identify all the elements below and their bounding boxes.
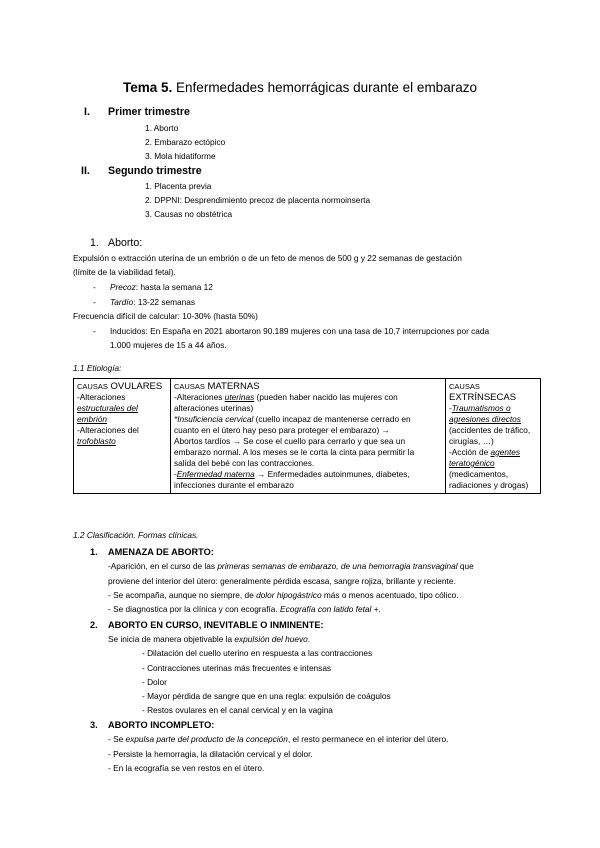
cell-line: -Alteraciones del (77, 425, 139, 435)
section-number: 1. (90, 237, 99, 249)
text-span: expulsa parte del producto de la concepción (125, 734, 288, 744)
item-title: ABORTO INCOMPLETO: (108, 720, 215, 730)
definition-line: (límite de la viabilidad fetal). (73, 267, 176, 277)
outline-item: 2. Embarazo ectópico (145, 137, 226, 147)
cell-text: Traumatismos o (451, 403, 511, 413)
cell-line: -Alteraciones (77, 392, 126, 402)
cell-line: salida del bebé con las contracciones. (174, 458, 315, 468)
col-header-big: MATERNAS (204, 381, 260, 392)
outline-item: 3. Mola hidatiforme (145, 151, 216, 161)
extrinsecas-cell (446, 379, 541, 494)
list-item: - Dilatación del cuello uterino en respuesta a las contracciones (142, 648, 373, 658)
list-item: - Dolor (142, 677, 167, 687)
cell-line: trofoblasto (77, 436, 116, 446)
cell-text: - (174, 469, 177, 479)
cell-line (449, 447, 537, 458)
cell-line: embrión (77, 414, 107, 424)
etiologia-table (73, 378, 541, 494)
outline-heading: Segundo trimestre (108, 165, 202, 177)
etiologia-colon: : (119, 363, 122, 373)
text-span: Se inicia de manera objetivable la (108, 634, 235, 644)
item-line (108, 734, 448, 745)
bullet-marker: - (93, 297, 96, 307)
text-span: - Se (108, 734, 126, 744)
item-line (108, 634, 310, 645)
cell-line: cirugías, …) (449, 436, 494, 446)
item-number: 3. (90, 720, 98, 730)
subsection-heading (73, 363, 121, 374)
item-line (108, 604, 381, 615)
text-span: expulsión del huevo (234, 634, 308, 644)
tardio-line (110, 297, 195, 308)
cell-line: estructurales del (77, 403, 138, 413)
text-span: que (457, 561, 474, 571)
list-item: - Restos ovulares en el canal cervical y en la vagina (142, 705, 333, 715)
item-number: 2. (90, 620, 98, 630)
page-title (0, 80, 600, 95)
item-line (108, 590, 459, 601)
cell-line: cuanto en el útero hay peso para proteger el embarazo) → (174, 425, 390, 435)
text-span: Ecografía con latido fetal +. (280, 604, 381, 614)
text-span: - Se diagnostica por la clínica y con ecografía. (108, 604, 281, 614)
definition-line: Expulsión o extracción uterina de un embrión o de un feto de menos de 500 g y 22 semanas de gestación (73, 253, 462, 263)
outline-numeral: I. (84, 106, 90, 118)
cell-line: (medicamentos, (449, 469, 509, 479)
cell-line (449, 403, 537, 414)
outline-heading: Primer trimestre (108, 106, 190, 118)
col-header-big: OVULARES (107, 381, 163, 392)
cell-line: infecciones durante el embarazo (174, 480, 294, 490)
col-header-big: EXTRÍNSECAS (449, 392, 517, 403)
cell-line: teratogénico (449, 458, 495, 468)
outline-item: 3. Causas no obstétrica (145, 209, 233, 219)
col-header-small: CAUSAS (174, 382, 205, 391)
tardio-label: Tardío (110, 297, 134, 307)
cell-line (174, 469, 442, 480)
item-line: - En la ecografía se ven restos en el útero. (108, 763, 265, 773)
precoz-text: : hasta la semana 12 (135, 282, 213, 292)
text-span: -Aparición, en el curso de las (108, 561, 218, 571)
bullet-marker: - (93, 326, 96, 336)
cell-text: *Insuficiencia cervical (174, 414, 254, 424)
cell-line: alteraciones uterinas) (174, 403, 254, 413)
cell-line: embarazo normal. A los meses se le corta la cinta para permitir la (174, 447, 415, 457)
cell-line: (accidentes de tráfico, (449, 425, 531, 435)
item-line: - Persiste la hemorragia, la dilatación cervical y el dolor. (108, 749, 313, 759)
cell-text: -Acción de (449, 447, 491, 457)
frecuencia-line: Frecuencia difícil de calcular: 10-30% (hasta 50%) (73, 311, 258, 321)
inducidos-line: Inducidos: En España en 2021 abortaron 90.189 mujeres con una tasa de 10,7 interrupciones por cada (110, 326, 490, 336)
maternas-cell (171, 379, 446, 494)
text-span: - Se acompaña, aunque no siempre, de (108, 590, 257, 600)
cell-text: → Enfermedades autoinmunes, diabetes, (254, 469, 410, 479)
text-span: primeras semanas de embarazo, de una hemorragia transvaginal (217, 561, 458, 571)
section-heading: Aborto: (108, 237, 143, 249)
cell-text: uterinas (224, 392, 255, 402)
etiologia-heading: 1.1 Etiología (73, 363, 120, 373)
item-title: ABORTO EN CURSO, INEVITABLE O INMINENTE: (108, 620, 324, 630)
clasificacion-heading: 1.2 Clasificación. Formas clínicas (73, 530, 197, 540)
cell-text: agentes (490, 447, 521, 457)
item-number: 1. (90, 547, 98, 557)
outline-numeral: II. (81, 165, 90, 177)
bullet-marker: - (93, 282, 96, 292)
cell-text: -Alteraciones (174, 392, 225, 402)
title-text: Enfermedades hemorrágicas durante el embarazo (172, 80, 477, 95)
subsection-heading (73, 530, 198, 541)
list-item: - Mayor pérdida de sangre que en una regla: expulsión de coágulos (142, 691, 391, 701)
text-span: . (307, 634, 311, 644)
item-title: AMENAZA DE ABORTO: (108, 547, 214, 557)
precoz-line (110, 282, 213, 293)
cell-line: agresiones directos (449, 414, 521, 424)
outline-item: 1. Aborto (145, 123, 179, 133)
outline-item: 2. DPPNI: Desprendimiento precoz de placenta normoinserta (145, 195, 371, 205)
text-span: dolor hipogástrico (256, 590, 322, 600)
title-prefix: Tema 5. (123, 80, 173, 95)
inducidos-line: 1.000 mujeres de 15 a 44 años. (110, 340, 227, 350)
text-span: , el resto permanece en el interior del útero. (287, 734, 449, 744)
cell-text: (cuello incapaz de mantenerse cerrado en (253, 414, 411, 424)
ovulares-cell (74, 379, 171, 494)
text-span: más o menos acentuado, tipo cólico. (321, 590, 459, 600)
tardio-text: : 13-22 semanas (133, 297, 196, 307)
item-line: proviene del interior del útero: generalmente pérdida escasa, sangre rojiza, brillante y reciente. (108, 576, 456, 586)
cell-line: Abortos tardíos → Se cose el cuello para cerrarlo y que sea un (174, 436, 406, 446)
cell-text: Enfermedad materna (176, 469, 255, 479)
cell-line (174, 414, 442, 425)
precoz-label: Precoz (110, 282, 136, 292)
cell-text: - (449, 403, 452, 413)
col-header-small: CAUSAS (77, 382, 108, 391)
col-header-small: CAUSAS (449, 382, 480, 391)
cell-line: radiaciones y drogas) (449, 480, 529, 490)
cell-line (174, 392, 442, 403)
item-line (108, 561, 474, 572)
outline-item: 1. Placenta previa (145, 181, 212, 191)
clasificacion-dot: . (196, 530, 199, 540)
list-item: - Contracciones uterinas más frecuentes e intensas (142, 663, 332, 673)
cell-text: (pueden haber nacido las mujeres con (254, 392, 398, 402)
